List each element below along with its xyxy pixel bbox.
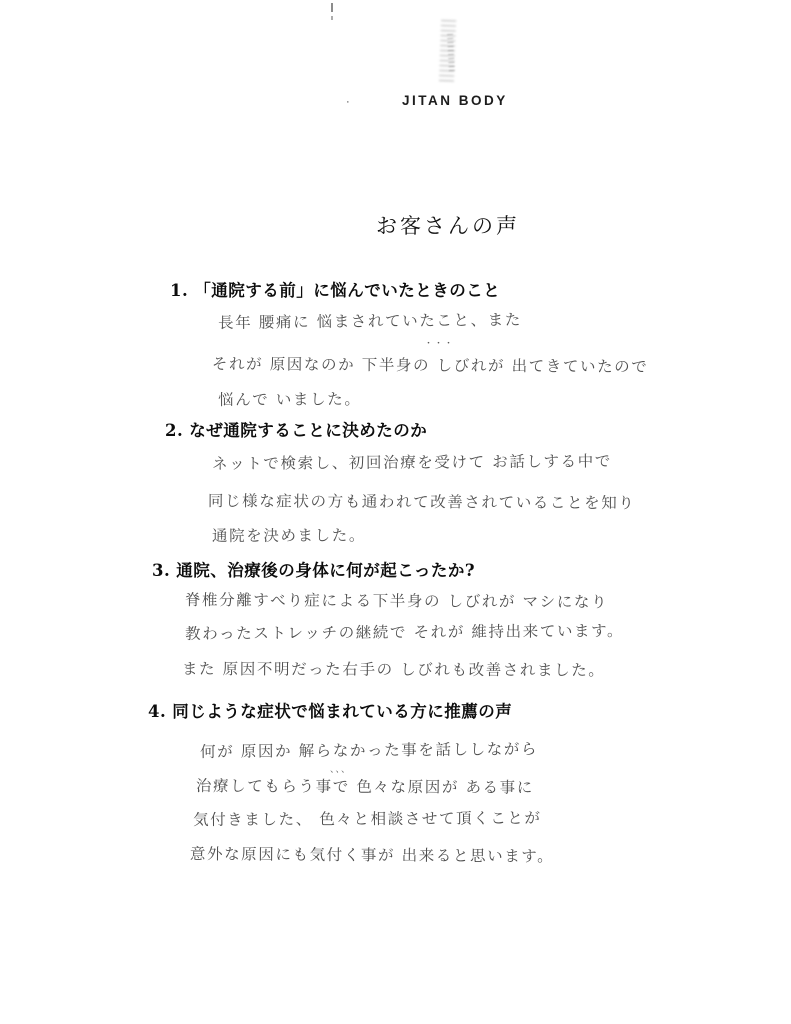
answer-2-line: 通院を決めました。 — [212, 526, 366, 545]
question-1-number: 1. — [170, 281, 189, 300]
question-3-heading — [152, 557, 475, 581]
question-3-label: 通院、治療後の身体に何が起こったか? — [176, 561, 476, 580]
question-2-label: なぜ通院することに決めたのか — [189, 421, 428, 440]
question-1-heading — [170, 277, 500, 301]
answer-4-line: 治療してもらう事で 色々な原因が ある事に — [195, 776, 534, 797]
answer-4-line: 意外な原因にも気付く事が 出来ると思います。 — [189, 844, 555, 866]
answer-1-line: 長年 腰痛に 悩まされていたこと、また — [218, 310, 522, 332]
handwritten-emphasis-dots: ・・・ — [424, 338, 455, 348]
handwritten-underline-dots: 、、、 — [330, 764, 352, 774]
question-1-label: 「通院する前」に悩んでいたときのこと — [194, 281, 501, 300]
answer-3-line: 教わったストレッチの継続で それが 維持出来ています。 — [185, 621, 625, 643]
scan-tick-dot-artifact — [331, 16, 333, 20]
question-4-heading — [148, 698, 512, 722]
answer-3-line: また 原因不明だった右手の しびれも改善されました。 — [181, 660, 606, 680]
question-4-number: 4. — [148, 702, 167, 721]
question-3-number: 3. — [152, 561, 171, 580]
answer-3-line: 脊椎分離すべり症による下半身の しびれが マシになり — [184, 590, 609, 612]
answer-1-line: 悩んで いました。 — [218, 390, 362, 409]
question-2-heading — [165, 417, 427, 441]
answer-4-line: 気付きました、 色々と相談させて頂くことが — [193, 809, 542, 829]
scan-tick-artifact — [331, 3, 333, 12]
logo-bullet-dot: · — [346, 96, 350, 108]
question-4-label: 同じような症状で悩まれている方に推薦の声 — [172, 702, 513, 721]
page-title: お客さんの声 — [376, 214, 520, 238]
question-2-number: 2. — [165, 421, 184, 440]
answer-4-line: 何が 原因か 解らなかった事を話ししながら — [200, 740, 539, 761]
answer-2-line: 同じ様な症状の方も通われて改善されていることを知り — [207, 491, 636, 513]
answer-2-line: ネットで検索し、初回治療を受けて お話しする中で — [212, 452, 612, 473]
clinic-logo-text: JITAN BODY — [402, 93, 508, 108]
answer-1-line: それが 原因なのか 下半身の しびれが 出てきていたので — [211, 354, 649, 377]
